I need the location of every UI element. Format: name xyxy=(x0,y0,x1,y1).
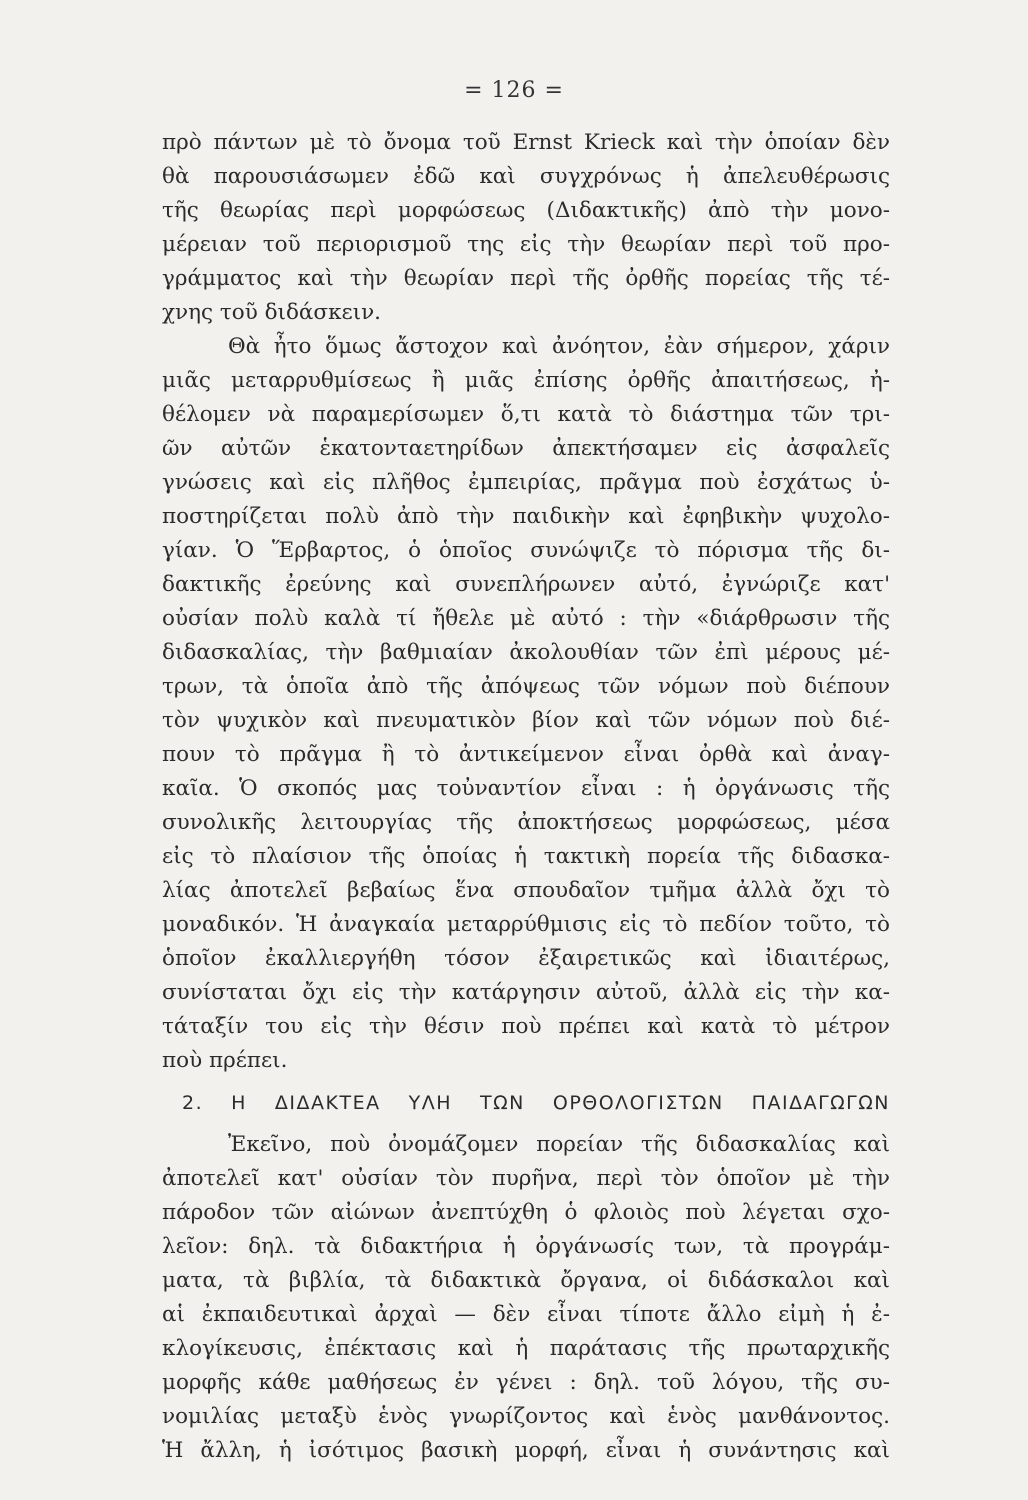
text-line: θέλομεν νὰ παραμερίσωμεν ὅ,τι κατὰ τὸ διάστημα τῶν τρι- xyxy=(162,402,890,427)
text-line: διδασκαλίας, τὴν βαθμιαίαν ἀκολουθίαν τῶν ἐπὶ μέρους μέ- xyxy=(162,640,890,665)
text-line: δακτικῆς ἐρεύνης καὶ συνεπλήρωνεν αὐτό, ἐγνώριζε κατ' xyxy=(162,572,890,597)
text-line: αἱ ἐκπαιδευτικαὶ ἀρχαὶ — δὲν εἶναι τίποτε ἄλλο εἰμὴ ἡ ἐ- xyxy=(162,1302,890,1327)
section-heading: 2. Η ΔΙΔΑΚΤΕΑ ΥΛΗ ΤΩΝ ΟΡΘΟΛΟΓΙΣΤΩΝ ΠΑΙΔΑΓΩΓΩΝ xyxy=(182,1092,890,1114)
text-line: τὸν ψυχικὸν καὶ πνευματικὸν βίον καὶ τῶν νόμων ποὺ διέ- xyxy=(162,708,890,733)
paragraph xyxy=(162,330,890,1078)
text-line: ῶν αὐτῶν ἑκατονταετηρίδων ἀπεκτήσαμεν εἰς ἀσφαλεῖς xyxy=(162,436,890,461)
text-line: τρων, τὰ ὁποῖα ἀπὸ τῆς ἀπόψεως τῶν νόμων ποὺ διέπουν xyxy=(162,674,890,699)
text-line: μορφῆς κάθε μαθήσεως ἐν γένει : δηλ. τοῦ λόγου, τῆς συ- xyxy=(162,1370,890,1395)
page-number: = 126 = xyxy=(464,78,564,103)
text-line: τῆς θεωρίας περὶ μορφώσεως (Διδακτικῆς) ἀπὸ τὴν μονο- xyxy=(162,198,890,223)
text-line: λεῖον: δηλ. τὰ διδακτήρια ἡ ὀργάνωσίς των, τὰ προγράμ- xyxy=(162,1234,890,1259)
text-line: ὁποῖον ἐκαλλιεργήθη τόσον ἐξαιρετικῶς καὶ ἰδιαιτέρως, xyxy=(162,946,890,971)
text-line: καῖα. Ὁ σκοπός μας τοὐναντίον εἶναι : ἡ ὀργάνωσις τῆς xyxy=(162,776,890,801)
text-line: ποστηρίζεται πολὺ ἀπὸ τὴν παιδικὴν καὶ ἐφηβικὴν ψυχολο- xyxy=(162,504,890,529)
text-line: τάταξίν του εἰς τὴν θέσιν ποὺ πρέπει καὶ κατὰ τὸ μέτρον xyxy=(162,1014,890,1039)
text-line: μοναδικόν. Ἡ ἀναγκαία μεταρρύθμισις εἰς τὸ πεδίον τοῦτο, τὸ xyxy=(162,912,890,937)
text-line: πουν τὸ πρᾶγμα ἢ τὸ ἀντικείμενον εἶναι ὀρθὰ καὶ ἀναγ- xyxy=(162,742,890,767)
text-line: οὐσίαν πολὺ καλὰ τί ἤθελε μὲ αὐτό : τὴν «διάρθρωσιν τῆς xyxy=(162,606,890,631)
text-line: Ἡ ἄλλη, ἡ ἰσότιμος βασικὴ μορφή, εἶναι ἡ συνάντησις καὶ xyxy=(162,1438,890,1463)
text-line: Θὰ ἦτο ὅμως ἄστοχον καὶ ἀνόητον, ἐὰν σήμερον, χάριν xyxy=(228,334,890,359)
text-line: Ἐκεῖνο, ποὺ ὀνομάζομεν πορείαν τῆς διδασκαλίας καὶ xyxy=(228,1132,890,1157)
text-line: συνολικῆς λειτουργίας τῆς ἀποκτήσεως μορφώσεως, μέσα xyxy=(162,810,890,835)
text-line: μιᾶς μεταρρυθμίσεως ἢ μιᾶς ἐπίσης ὀρθῆς ἀπαιτήσεως, ἠ- xyxy=(162,368,890,393)
text-line: κλογίκευσις, ἐπέκτασις καὶ ἡ παράτασις τῆς πρωταρχικῆς xyxy=(162,1336,890,1361)
body-text xyxy=(162,126,890,1468)
text-line: ἀποτελεῖ κατ' οὐσίαν τὸν πυρῆνα, περὶ τὸν ὁποῖον μὲ τὴν xyxy=(162,1166,890,1191)
text-line: μέρειαν τοῦ περιορισμοῦ της εἰς τὴν θεωρίαν περὶ τοῦ προ- xyxy=(162,232,890,257)
text-line: συνίσταται ὄχι εἰς τὴν κατάργησιν αὐτοῦ, ἀλλὰ εἰς τὴν κα- xyxy=(162,980,890,1005)
text-line: λίας ἀποτελεῖ βεβαίως ἕνα σπουδαῖον τμῆμα ἀλλὰ ὄχι τὸ xyxy=(162,878,890,903)
text-line: πρὸ πάντων μὲ τὸ ὄνομα τοῦ Ernst Krieck καὶ τὴν ὁποίαν δὲν xyxy=(162,130,890,155)
text-line: γίαν. Ὁ Ἕρβαρτος, ὁ ὁποῖος συνώψιζε τὸ πόρισμα τῆς δι- xyxy=(162,538,890,563)
text-line: χνης τοῦ διδάσκειν. xyxy=(162,300,382,325)
text-line: γνώσεις καὶ εἰς πλῆθος ἐμπειρίας, πρᾶγμα ποὺ ἐσχάτως ὑ- xyxy=(162,470,890,495)
text-line: νομιλίας μεταξὺ ἑνὸς γνωρίζοντος καὶ ἑνὸς μανθάνοντος. xyxy=(162,1404,890,1429)
text-line: θὰ παρουσιάσωμεν ἐδῶ καὶ συγχρόνως ἡ ἀπελευθέρωσις xyxy=(162,164,890,189)
text-line: ποὺ πρέπει. xyxy=(162,1048,288,1073)
text-line: πάροδον τῶν αἰώνων ἀνεπτύχθη ὁ φλοιὸς ποὺ λέγεται σχο- xyxy=(162,1200,890,1225)
text-line: ματα, τὰ βιβλία, τὰ διδακτικὰ ὄργανα, οἱ διδάσκαλοι καὶ xyxy=(162,1268,890,1293)
text-line: γράμματος καὶ τὴν θεωρίαν περὶ τῆς ὀρθῆς πορείας τῆς τέ- xyxy=(162,266,890,291)
paragraph xyxy=(162,1128,890,1468)
paragraph xyxy=(162,126,890,330)
text-line: εἰς τὸ πλαίσιον τῆς ὁποίας ἡ τακτικὴ πορεία τῆς διδασκα- xyxy=(162,844,890,869)
